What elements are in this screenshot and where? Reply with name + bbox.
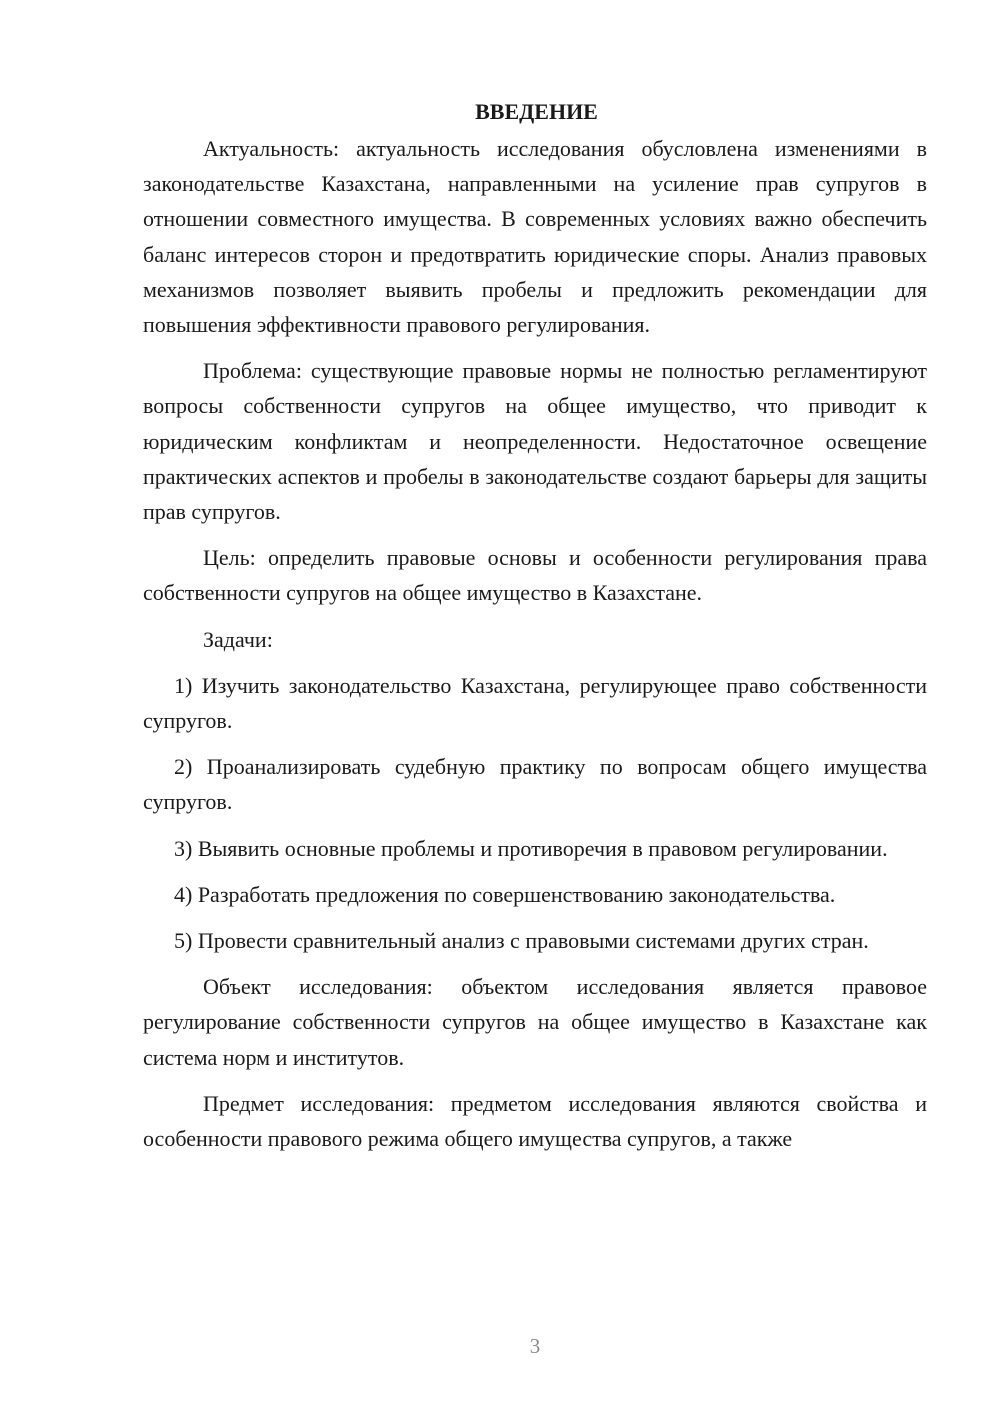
object-paragraph: Объект исследования: объектом исследования является правовое регулирование собственности супругов на общее имущество в Казахстане как система норм и институтов. bbox=[143, 974, 927, 1070]
document-page bbox=[143, 94, 927, 1167]
task-item-4: 4) Разработать предложения по совершенствованию законодательства. bbox=[174, 881, 836, 907]
relevance-paragraph: Актуальность: актуальность исследования обусловлена изменениями в законодательстве Казахстана, направленными на усиление прав супругов в отношении совместного имущества. В современных условиях важно обеспечить баланс интересов сторон и предотвратить юридические споры. Анализ правовых механизмов позволяет выявить пробелы и предложить рекомендации для повышения эффективности правового регулирования. bbox=[143, 136, 927, 338]
task-item-1: 1) Изучить законодательство Казахстана, регулирующее право собственности супругов. bbox=[143, 672, 927, 734]
task-item-5: 5) Провести сравнительный анализ с правовыми системами других стран. bbox=[174, 928, 869, 954]
page-title: ВВЕДЕНИЕ bbox=[475, 99, 598, 124]
goal-paragraph: Цель: определить правовые основы и особенности регулирования права собственности супругов на общее имущество в Казахстане. bbox=[143, 545, 927, 606]
problem-paragraph: Проблема: существующие правовые нормы не полностью регламентируют вопросы собственности супругов на общее имущество, что приводит к юридическим конфликтам и неопределенности. Недостаточное освещение практических аспектов и пробелы в законодательстве создают барьеры для защиты прав супругов. bbox=[143, 358, 927, 525]
task-item-2: 2) Проанализировать судебную практику по вопросам общего имущества супругов. bbox=[143, 754, 927, 815]
tasks-heading: Задачи: bbox=[203, 626, 273, 652]
task-item-3: 3) Выявить основные проблемы и противоречия в правовом регулировании. bbox=[174, 835, 888, 861]
page-number: 3 bbox=[529, 1334, 541, 1358]
subject-paragraph: Предмет исследования: предметом исследования являются свойства и особенности правового режима общего имущества супругов, а также bbox=[143, 1090, 927, 1152]
